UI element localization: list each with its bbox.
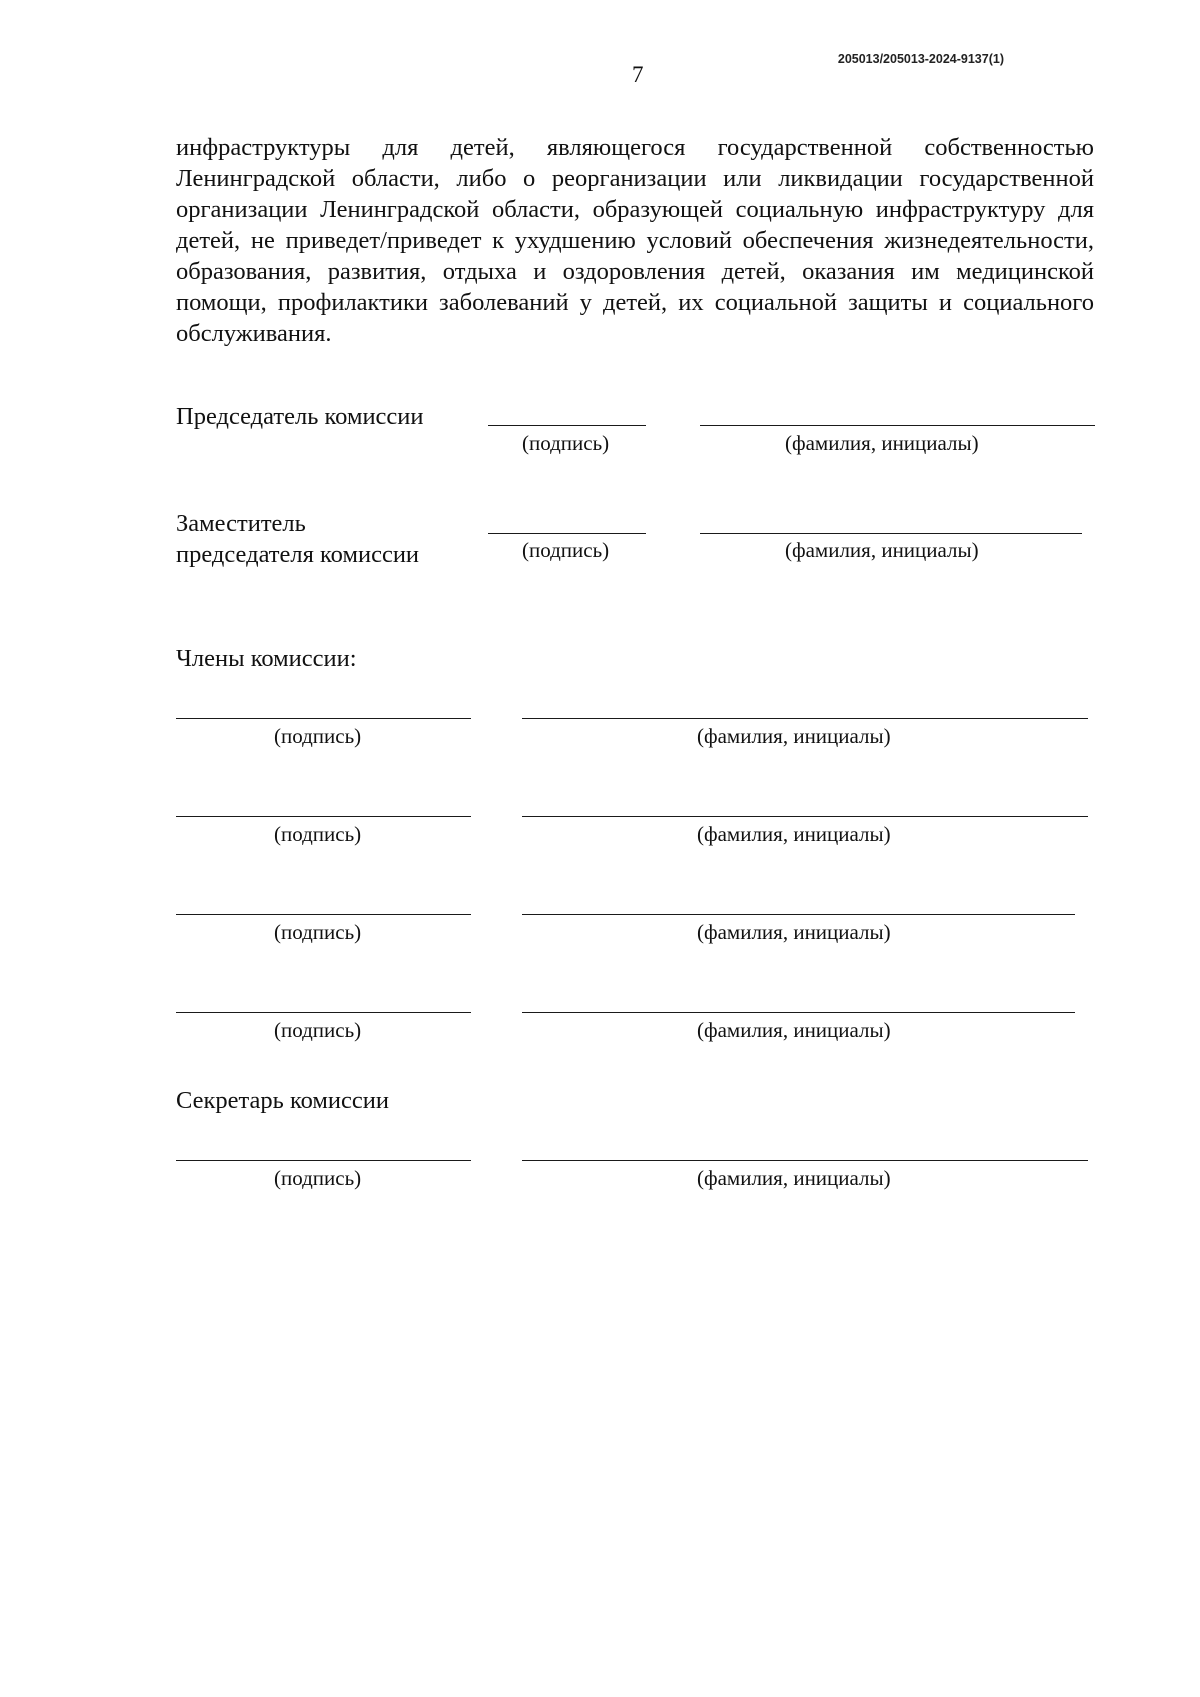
deputy-label-line1: Заместитель [176, 510, 306, 537]
member3-name-caption: (фамилия, инициалы) [697, 920, 891, 944]
deputy-signature-caption: (подпись) [522, 538, 610, 562]
member2-signature-line [176, 816, 471, 817]
page-number: 7 [632, 62, 644, 87]
member4-signature-line [176, 1012, 471, 1013]
member2-name-caption: (фамилия, инициалы) [697, 822, 891, 846]
member3-signature-line [176, 914, 471, 915]
chairman-name-line [700, 425, 1095, 426]
member4-signature-caption: (подпись) [274, 1018, 362, 1042]
chairman-signature-line [488, 425, 646, 426]
deputy-signature-line [488, 533, 646, 534]
secretary-name-caption: (фамилия, инициалы) [697, 1166, 891, 1190]
member2-name-line [522, 816, 1088, 817]
deputy-label-line2: председателя комиссии [176, 541, 420, 568]
body-paragraph: инфраструктуры для детей, являющегося государственной собственностью Ленинградской области, либо о реорганизации или ликвидации государственной организации Ленинградской области, образующей социальную инфраструктуру для детей, не приведет/приведет к ухудшению условий обеспечения жизнедеятельности, образования, развития, отдыха и оздоровления детей, оказания им медицинской помощи, профилактики заболеваний у детей, их социальной защиты и социального обслуживания. [176, 134, 1094, 347]
chairman-label: Председатель комиссии [176, 403, 424, 430]
member1-signature-caption: (подпись) [274, 724, 362, 748]
secretary-signature-line [176, 1160, 471, 1161]
secretary-name-line [522, 1160, 1088, 1161]
member3-signature-caption: (подпись) [274, 920, 362, 944]
member1-name-line [522, 718, 1088, 719]
member1-name-caption: (фамилия, инициалы) [697, 724, 891, 748]
chairman-signature-caption: (подпись) [522, 431, 610, 455]
secretary-signature-caption: (подпись) [274, 1166, 362, 1190]
member1-signature-line [176, 718, 471, 719]
member3-name-line [522, 914, 1075, 915]
member2-signature-caption: (подпись) [274, 822, 362, 846]
deputy-name-line [700, 533, 1082, 534]
member4-name-caption: (фамилия, инициалы) [697, 1018, 891, 1042]
secretary-label: Секретарь комиссии [176, 1087, 389, 1114]
document-id: 205013/205013-2024-9137(1) [837, 52, 1004, 66]
member4-name-line [522, 1012, 1075, 1013]
chairman-name-caption: (фамилия, инициалы) [785, 431, 979, 455]
deputy-name-caption: (фамилия, инициалы) [785, 538, 979, 562]
members-label: Члены комиссии: [176, 645, 357, 672]
